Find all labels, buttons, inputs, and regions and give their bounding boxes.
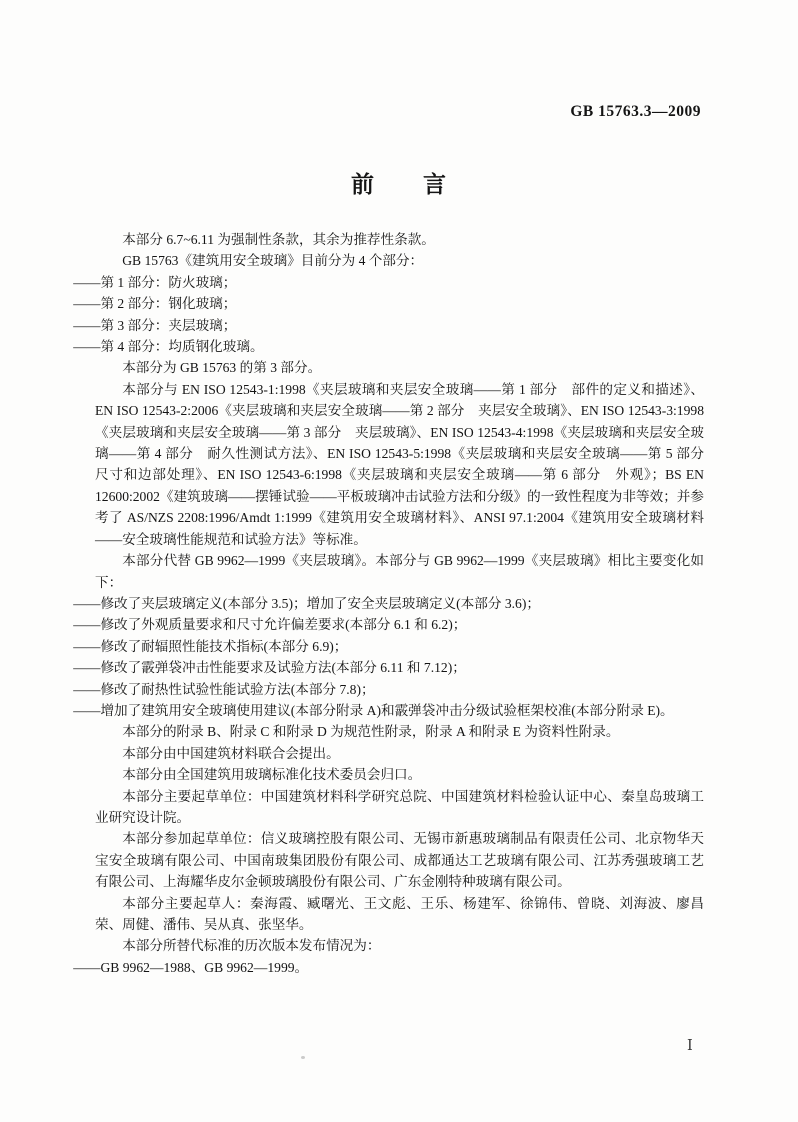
paragraph: 本部分由全国建筑用玻璃标准化技术委员会归口。 (122, 767, 422, 783)
paragraph: 本部分的附录 B、附录 C 和附录 D 为规范性附录，附录 A 和附录 E 为资料性附录。 (122, 724, 620, 740)
paragraph: 本部分所替代标准的历次版本发布情况为： (122, 938, 381, 954)
foreword-body (73, 229, 718, 978)
paragraph: 本部分主要起草单位：中国建筑材料科学研究总院、中国建筑材料检验认证中心、秦皇岛玻璃工业研究设计院。 (95, 788, 704, 825)
paragraph: ——修改了霰弹袋冲击性能要求及试验方法(本部分 6.11 和 7.12)； (73, 660, 466, 676)
paragraph: ——第 2 部分：钢化玻璃； (73, 296, 237, 312)
standard-number: GB 15763.3—2009 (570, 103, 701, 120)
page-title: 前 言 (351, 172, 447, 197)
scan-artifact-dot (301, 1056, 305, 1059)
paragraph: GB 15763《建筑用安全玻璃》目前分为 4 个部分： (122, 253, 424, 269)
paragraph: ——第 3 部分：夹层玻璃； (73, 317, 237, 333)
paragraph: ——第 1 部分：防火玻璃； (73, 274, 237, 290)
paragraph: ——增加了建筑用安全玻璃使用建议(本部分附录 A)和霰弹袋冲击分级试验框架校准(本部分附录 E)。 (73, 702, 674, 718)
paragraph: 本部分与 EN ISO 12543-1:1998《夹层玻璃和夹层安全玻璃——第 1 部分 部件的定义和描述》、EN ISO 12543-2:2006《夹层玻璃和夹层安全玻璃——第 2 部分 夹层安全玻璃》、EN ISO 12543-3:1998《夹层玻璃和夹层安全玻璃——第 3 部分 夹层玻璃》、EN ISO 12543-4:1998《夹层玻璃和夹层安全玻璃——第 4 部分 耐久性测试方法》、EN ISO 12543-5:1998《夹层玻璃和夹层安全玻璃——第 5 部分 尺寸和边部处理》、EN ISO 12543-6:1998《夹层玻璃和夹层安全玻璃——第 6 部分 外观》；BS EN 12600:2002《建筑玻璃——摆锤试验——平板玻璃冲击试验方法和分级》的一致性程度为非等效；并参考了 AS/NZS 2208:1996/Amdt 1:1999《建筑用安全玻璃材料》、ANSI 97.1:2004《建筑用安全玻璃材料——安全玻璃性能规范和试验方法》等标准。 (95, 381, 718, 547)
paragraph: 本部分代替 GB 9962—1999《夹层玻璃》。本部分与 GB 9962—1999《夹层玻璃》相比主要变化如下： (95, 553, 704, 590)
paragraph: 本部分参加起草单位：信义玻璃控股有限公司、无锡市新惠玻璃制品有限责任公司、北京物华天宝安全玻璃有限公司、中国南玻集团股份有限公司、成都通达工艺玻璃有限公司、江苏秀强玻璃工艺有限公司、上海耀华皮尔金顿玻璃股份有限公司、广东金刚特种玻璃有限公司。 (95, 831, 704, 890)
paragraph: 本部分主要起草人：秦海霞、臧曙光、王文彪、王乐、杨建军、徐锦伟、曾晓、刘海波、廖昌荣、周健、潘伟、吴从真、张坚华。 (95, 895, 704, 932)
paragraph: 本部分为 GB 15763 的第 3 部分。 (122, 360, 322, 376)
paragraph: ——GB 9962—1988、GB 9962—1999。 (73, 959, 309, 975)
paragraph: ——修改了耐辐照性能技术指标(本部分 6.9)； (73, 638, 348, 654)
paragraph: ——修改了夹层玻璃定义(本部分 3.5)；增加了安全夹层玻璃定义(本部分 3.6)； (73, 595, 540, 611)
paragraph: 本部分 6.7~6.11 为强制性条款，其余为推荐性条款。 (122, 232, 435, 247)
paragraph: 本部分由中国建筑材料联合会提出。 (122, 745, 340, 761)
paragraph: ——第 4 部分：均质钢化玻璃。 (73, 339, 264, 355)
paragraph: ——修改了外观质量要求和尺寸允许偏差要求(本部分 6.1 和 6.2)； (73, 617, 467, 633)
page-number: Ⅰ (687, 1038, 693, 1054)
paragraph: ——修改了耐热性试验性能试验方法(本部分 7.8)； (73, 681, 375, 697)
